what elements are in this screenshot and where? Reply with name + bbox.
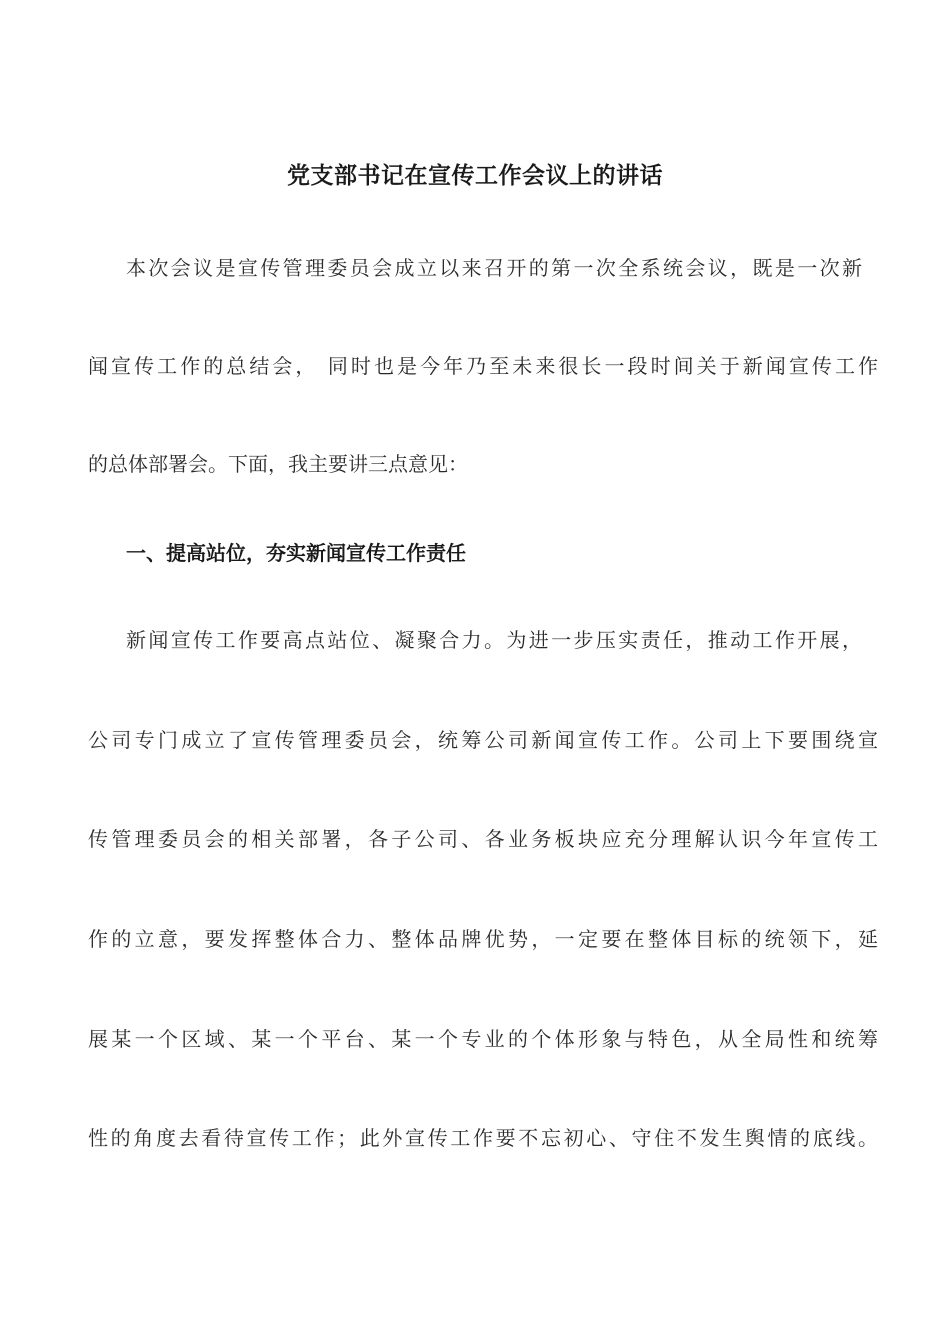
section-1-line-3: 传管理委员会的相关部署，各子公司、各业务板块应充分理解认识今年宣传工 <box>88 827 878 851</box>
section-1-line-4: 作的立意，要发挥整体合力、整体品牌优势，一定要在整体目标的统领下，延 <box>88 927 878 951</box>
section-1-line-6: 性的角度去看待宣传工作；此外宣传工作要不忘初心、守住不发生舆情的底线。 <box>88 1126 878 1150</box>
section-1-line-1: 新闻宣传工作要高点站位、凝聚合力。为进一步压实责任，推动工作开展， <box>126 628 862 652</box>
section-1-heading: 一、提高站位，夯实新闻宣传工作责任 <box>126 541 466 565</box>
document-title: 党支部书记在宣传工作会议上的讲话 <box>287 163 663 189</box>
intro-line-2: 闻宣传工作的总结会， 同时也是今年乃至未来很长一段时间关于新闻宣传工作 <box>88 354 878 378</box>
section-1-line-2: 公司专门成立了宣传管理委员会，统筹公司新闻宣传工作。公司上下要围绕宣 <box>88 728 878 752</box>
intro-line-3: 的总体部署会。下面，我主要讲三点意见： <box>88 452 468 476</box>
intro-line-1: 本次会议是宣传管理委员会成立以来召开的第一次全系统会议，既是一次新 <box>126 256 862 280</box>
section-1-line-5: 展某一个区域、某一个平台、某一个专业的个体形象与特色，从全局性和统筹 <box>88 1027 878 1051</box>
